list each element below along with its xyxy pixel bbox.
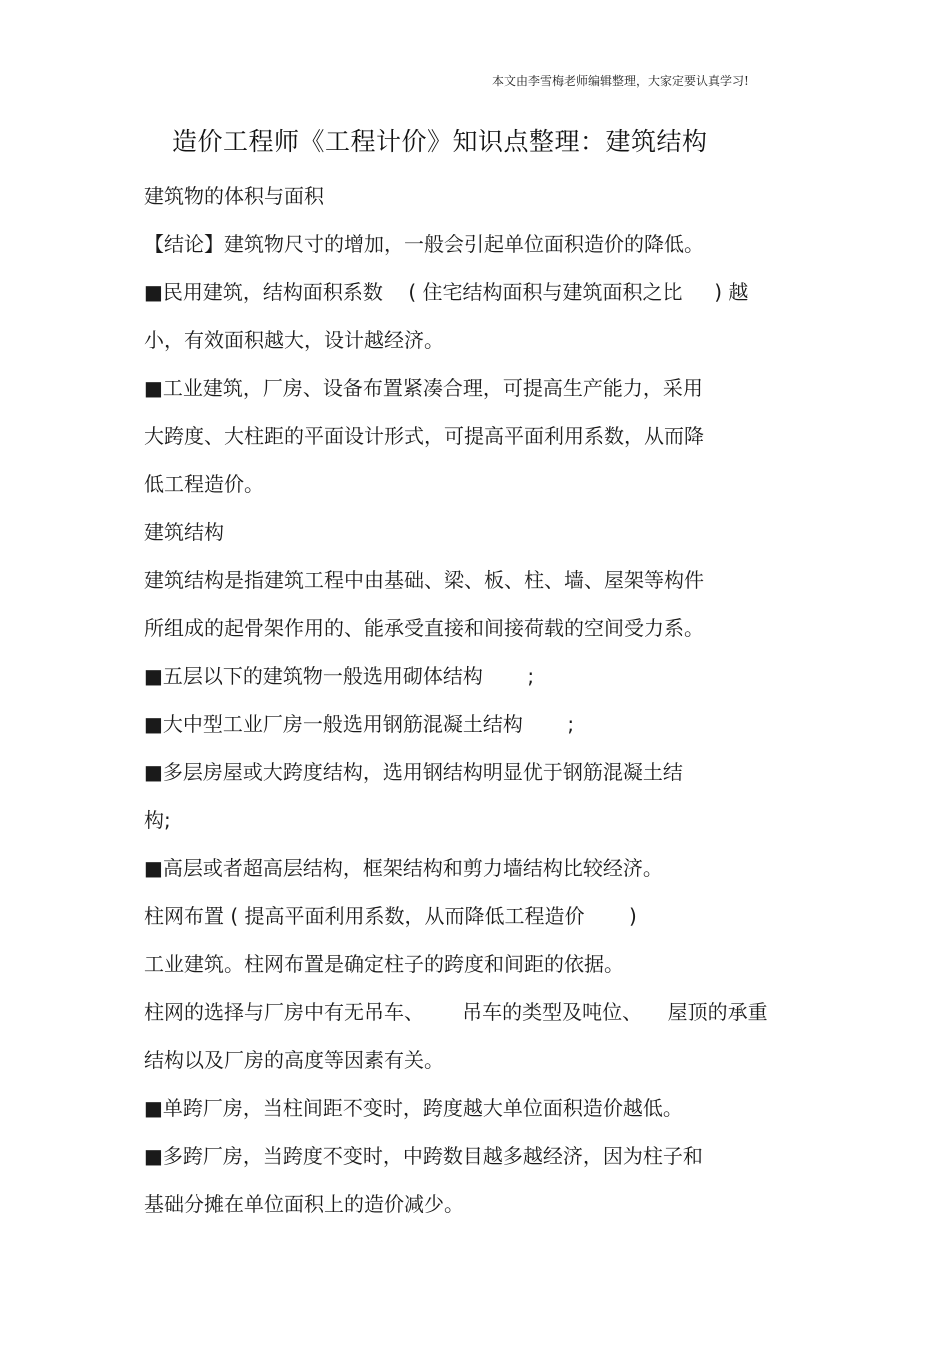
column-grid-paragraph-line3: 结构以及厂房的高度等因素有关。 <box>144 1048 444 1072</box>
bullet-civil-building-line2: 小，有效面积越大，设计越经济。 <box>144 328 444 352</box>
bullet-industrial-building-line3: 低工程造价。 <box>144 472 264 496</box>
bullet-industrial-building-line1: ■工业建筑，厂房、设备布置紧凑合理，可提高生产能力，采用 <box>144 376 703 400</box>
bullet-reinforced-concrete: ■大中型工业厂房一般选用钢筋混凝土结构 ; <box>144 712 575 736</box>
bullet-steel-structure-line2: 构; <box>144 808 171 832</box>
bullet-steel-structure-line1: ■多层房屋或大跨度结构，选用钢结构明显优于钢筋混凝土结 <box>144 760 683 784</box>
bullet-high-rise: ■高层或者超高层结构，框架结构和剪力墙结构比较经济。 <box>144 856 663 880</box>
header-note: 本文由李雪梅老师编辑整理，大家定要认真学习! <box>492 74 749 88</box>
bullet-single-span: ■单跨厂房，当柱间距不变时，跨度越大单位面积造价越低。 <box>144 1096 683 1120</box>
structure-definition-line2: 所组成的起骨架作用的、能承受直接和间接荷载的空间受力系。 <box>144 616 704 640</box>
bullet-masonry: ■五层以下的建筑物一般选用砌体结构 ; <box>144 664 535 688</box>
section-heading-volume-area: 建筑物的体积与面积 <box>144 184 324 208</box>
document-title: 造价工程师《工程计价》知识点整理：建筑结构 <box>172 127 708 156</box>
structure-definition-line1: 建筑结构是指建筑工程中由基础、梁、板、柱、墙、屋架等构件 <box>144 568 704 592</box>
conclusion-paragraph: 【结论】建筑物尺寸的增加，一般会引起单位面积造价的降低。 <box>144 232 704 256</box>
bullet-multi-span-line2: 基础分摊在单位面积上的造价减少。 <box>144 1192 464 1216</box>
bullet-civil-building-line1: ■民用建筑，结构面积系数 ( 住宅结构面积与建筑面积之比 ) 越 <box>144 280 749 304</box>
section-heading-column-grid: 柱网布置 ( 提高平面利用系数，从而降低工程造价 ) <box>144 904 637 928</box>
bullet-industrial-building-line2: 大跨度、大柱距的平面设计形式，可提高平面利用系数，从而降 <box>144 424 704 448</box>
column-grid-paragraph-line2: 柱网的选择与厂房中有无吊车、 吊车的类型及吨位、 屋顶的承重 <box>144 1000 768 1024</box>
bullet-multi-span-line1: ■多跨厂房，当跨度不变时，中跨数目越多越经济，因为柱子和 <box>144 1144 703 1168</box>
column-grid-paragraph-line1: 工业建筑。柱网布置是确定柱子的跨度和间距的依据。 <box>144 952 624 976</box>
section-heading-structure: 建筑结构 <box>144 520 224 544</box>
